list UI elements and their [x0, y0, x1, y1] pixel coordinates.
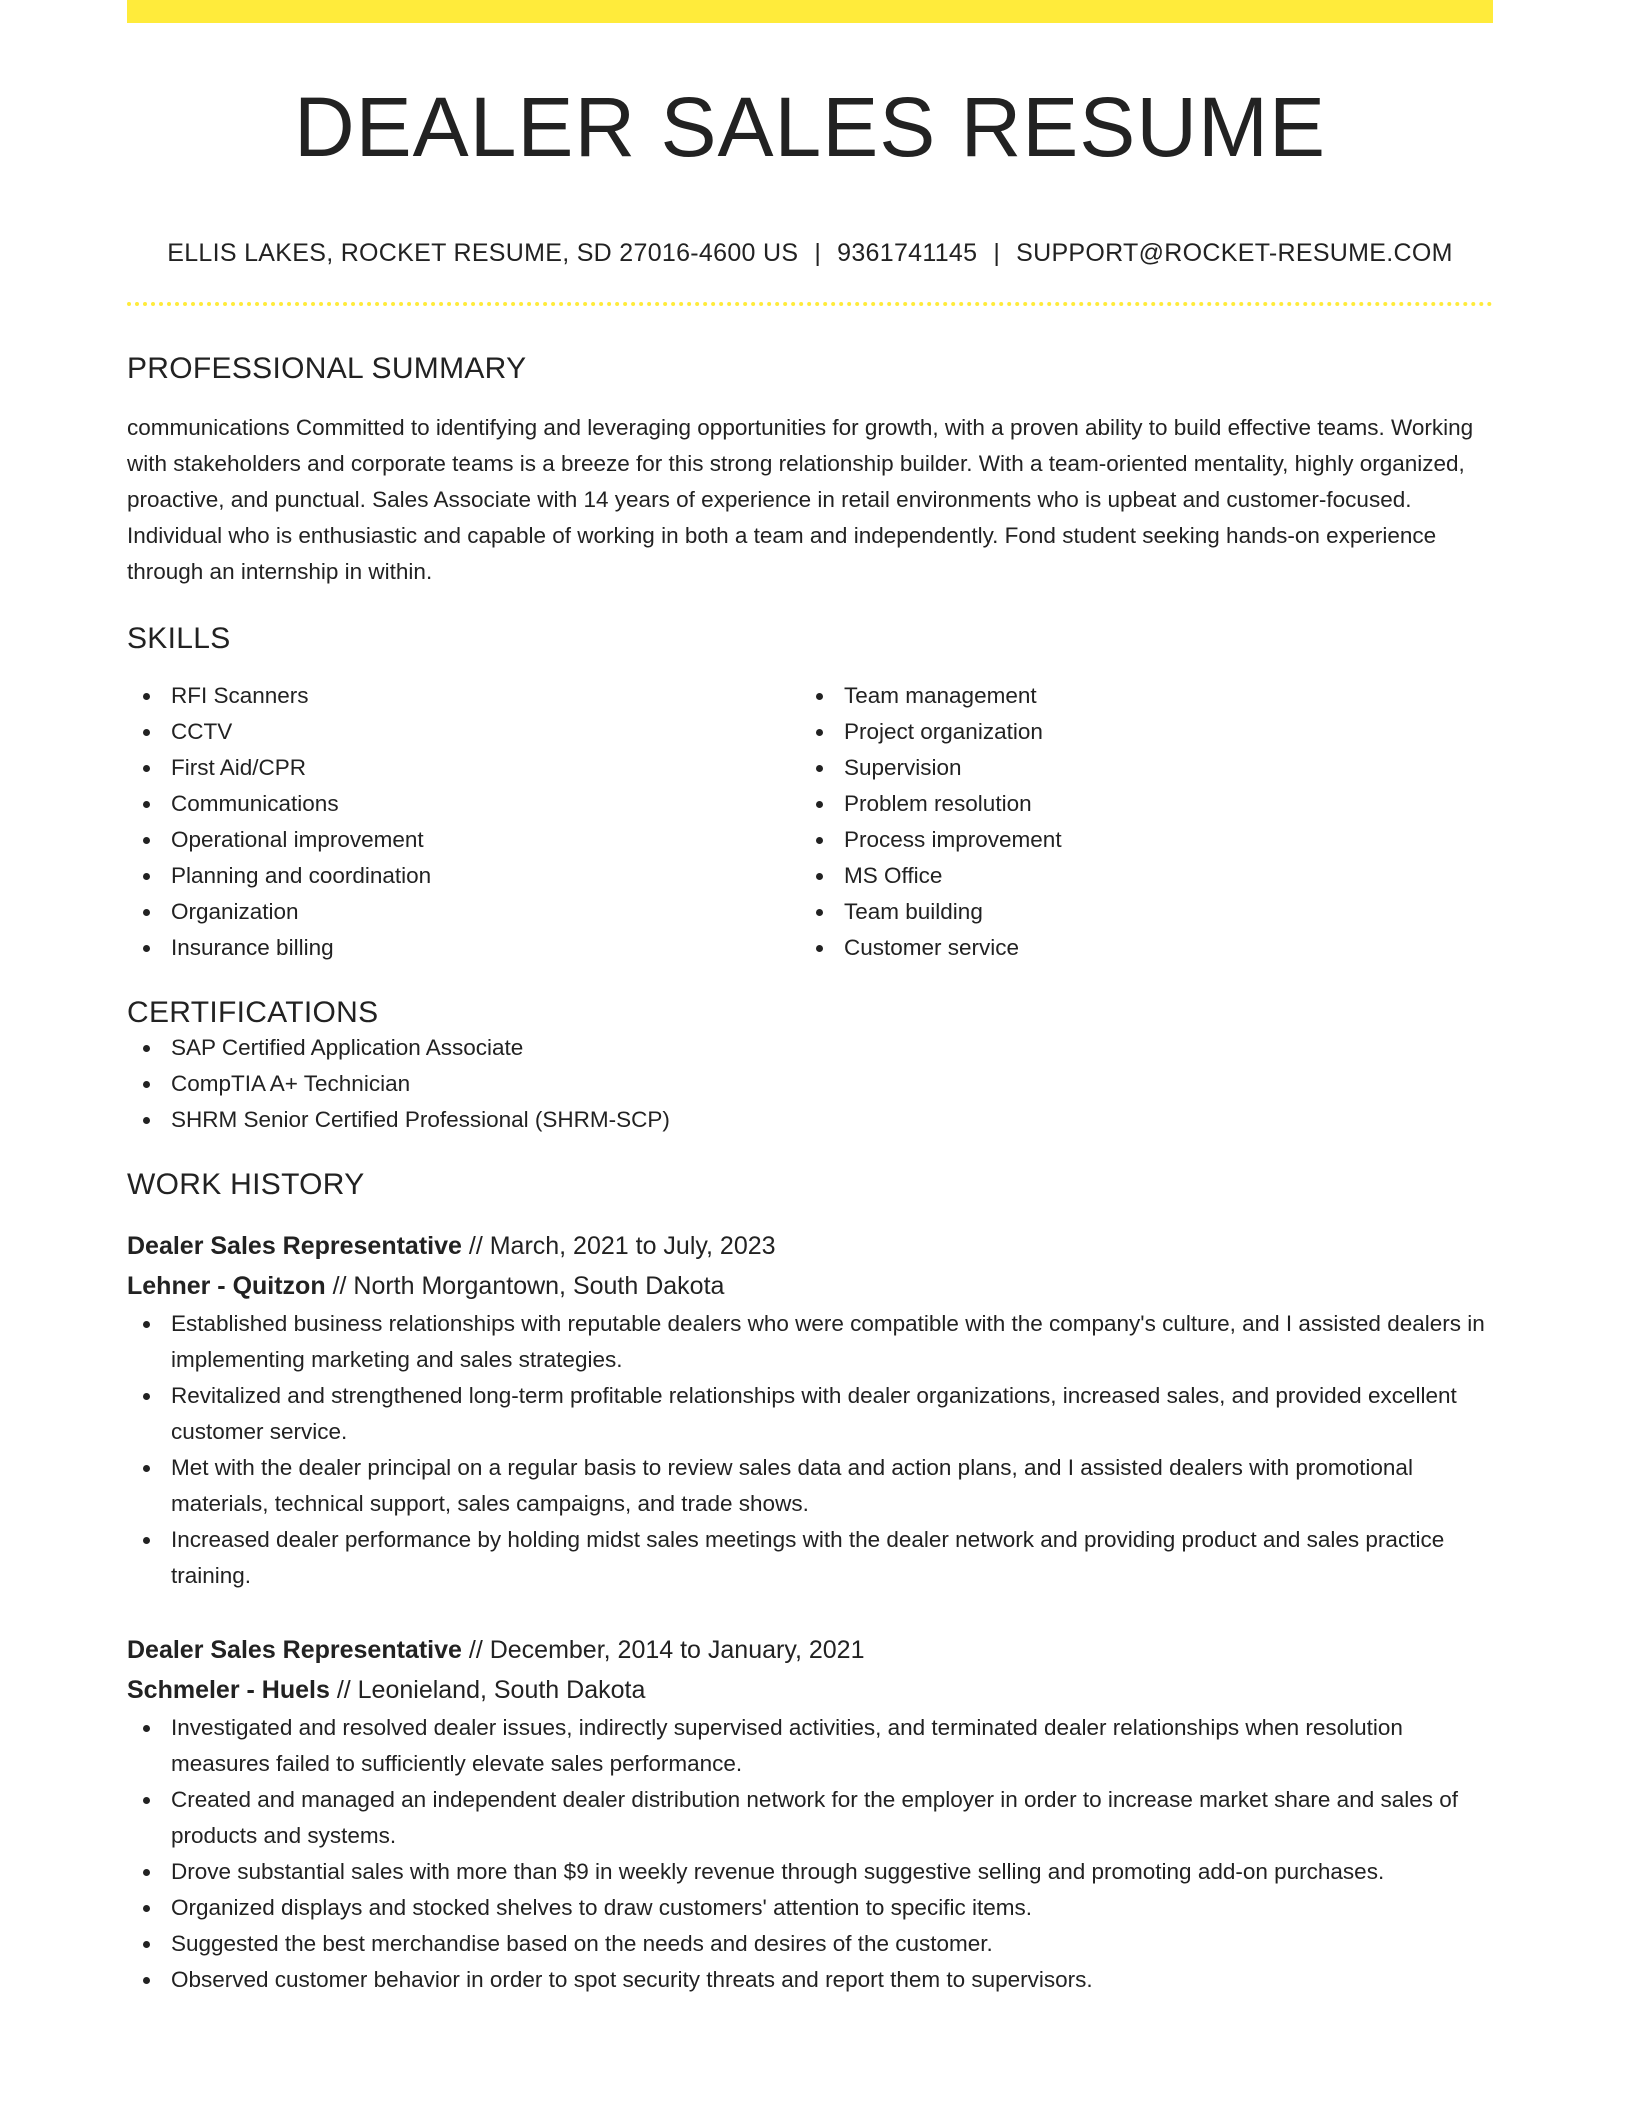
job-company-line: [127, 1670, 1493, 1710]
skill-item: [800, 894, 1473, 930]
work-history-heading: WORK HISTORY: [127, 1168, 365, 1201]
certification-item: [127, 1102, 1493, 1138]
skill-item-text: Project organization: [844, 719, 1043, 744]
skill-item-text: RFI Scanners: [171, 683, 309, 708]
certification-item-text: SAP Certified Application Associate: [171, 1035, 524, 1060]
bullet-dot-icon: [816, 837, 823, 844]
certification-item: [127, 1066, 1493, 1102]
job-bullet-text: Met with the dealer principal on a regular basis to review sales data and action plans, and I assisted dealers with promotional materials, technical support, sales campaigns, and trade shows.: [171, 1455, 1413, 1516]
resume-title: DEALER SALES RESUME: [293, 80, 1326, 174]
skill-item-text: Operational improvement: [171, 827, 424, 852]
skill-item-text: Team building: [844, 899, 983, 924]
job-title-line: [127, 1226, 1493, 1266]
bullet-dot-icon: [143, 1725, 150, 1732]
skill-item-text: Process improvement: [844, 827, 1062, 852]
bullet-dot-icon: [143, 1905, 150, 1912]
skill-item-text: Problem resolution: [844, 791, 1032, 816]
job-title: Dealer Sales Representative: [127, 1232, 462, 1260]
bullet-dot-icon: [143, 873, 150, 880]
job-bullet-text: Observed customer behavior in order to spot security threats and report them to supervisors.: [171, 1967, 1093, 1992]
skill-item-text: Communications: [171, 791, 339, 816]
skill-item-text: CCTV: [171, 719, 233, 744]
skill-item: [127, 750, 800, 786]
bullet-dot-icon: [143, 1941, 150, 1948]
skill-item: [127, 714, 800, 750]
job-dates: // December, 2014 to January, 2021: [468, 1636, 865, 1664]
job-location: // Leonieland, South Dakota: [336, 1676, 646, 1704]
bullet-dot-icon: [143, 1797, 150, 1804]
skill-item: [127, 822, 800, 858]
bullet-dot-icon: [143, 1869, 150, 1876]
skill-item: [127, 786, 800, 822]
job-bullet: [127, 1890, 1493, 1926]
bullet-dot-icon: [816, 765, 823, 772]
bullet-dot-icon: [143, 765, 150, 772]
bullet-dot-icon: [816, 801, 823, 808]
job-bullets: [127, 1710, 1493, 1998]
skill-item-text: First Aid/CPR: [171, 755, 307, 780]
bullet-dot-icon: [143, 1117, 150, 1124]
contact-address: ELLIS LAKES, ROCKET RESUME, SD 27016-4600 US: [167, 239, 799, 267]
job-bullet-text: Investigated and resolved dealer issues, indirectly supervised activities, and terminated dealer relationships when resolution measures failed to sufficiently elevate sales performance.: [171, 1715, 1403, 1776]
job-title: Dealer Sales Representative: [127, 1636, 462, 1664]
job-bullet: [127, 1926, 1493, 1962]
job-entry: [127, 1226, 1493, 1594]
bullet-dot-icon: [143, 729, 150, 736]
summary-text: communications Committed to identifying and leveraging opportunities for growth, with a proven ability to build effective teams. Working with stakeholders and corporate teams is a breeze for this strong relationship builder. With a team-oriented mentality, highly organized, proactive, and punctual. Sales Associate with 14 years of experience in retail environments who is upbeat and customer-focused. Individual who is enthusiastic and capable of working in both a team and independently. Fond student seeking hands-on experience through an internship in within.: [127, 415, 1474, 584]
bullet-dot-icon: [143, 1321, 150, 1328]
certification-item: [127, 1030, 1493, 1066]
job-bullet: [127, 1450, 1493, 1522]
bullet-dot-icon: [143, 1537, 150, 1544]
bullet-dot-icon: [143, 909, 150, 916]
job-bullet: [127, 1306, 1493, 1378]
skill-item-text: Customer service: [844, 935, 1020, 960]
bullet-dot-icon: [143, 837, 150, 844]
skills-column-left: [127, 678, 800, 966]
skills-column-right: [800, 678, 1473, 966]
bullet-dot-icon: [143, 945, 150, 952]
bullet-dot-icon: [816, 945, 823, 952]
job-entry: [127, 1630, 1493, 1998]
certification-item-text: CompTIA A+ Technician: [171, 1071, 411, 1096]
job-bullet-text: Revitalized and strengthened long-term profitable relationships with dealer organizations, increased sales, and provided excellent customer service.: [171, 1383, 1457, 1444]
job-company: Lehner - Quitzon: [127, 1272, 326, 1300]
skill-item: [800, 750, 1473, 786]
job-dates: // March, 2021 to July, 2023: [468, 1232, 776, 1260]
job-title-line: [127, 1630, 1493, 1670]
bullet-dot-icon: [816, 873, 823, 880]
job-bullets: [127, 1306, 1493, 1594]
contact-phone: 9361741145: [837, 239, 978, 267]
skill-item: [800, 930, 1473, 966]
job-bullet-text: Drove substantial sales with more than $9 in weekly revenue through suggestive selling and promoting add-on purchases.: [171, 1859, 1385, 1884]
bullet-dot-icon: [816, 693, 823, 700]
contact-line: [127, 239, 1493, 268]
bullet-dot-icon: [143, 693, 150, 700]
skills-list-right: [800, 678, 1473, 966]
summary-heading: PROFESSIONAL SUMMARY: [127, 352, 527, 385]
skill-item: [127, 894, 800, 930]
skill-item-text: Insurance billing: [171, 935, 334, 960]
skills-heading: SKILLS: [127, 622, 231, 655]
bullet-dot-icon: [143, 1393, 150, 1400]
skill-item: [800, 714, 1473, 750]
job-bullet-text: Organized displays and stocked shelves to draw customers' attention to specific items.: [171, 1895, 1032, 1920]
skill-item: [800, 678, 1473, 714]
contact-separator: |: [814, 239, 822, 267]
bullet-dot-icon: [143, 801, 150, 808]
job-bullet-text: Established business relationships with reputable dealers who were compatible with the company's culture, and I assisted dealers in implementing marketing and sales strategies.: [171, 1311, 1485, 1372]
skill-item-text: Organization: [171, 899, 299, 924]
skills-columns: [127, 678, 1493, 966]
skill-item: [127, 678, 800, 714]
job-location: // North Morgantown, South Dakota: [332, 1272, 725, 1300]
skill-item-text: MS Office: [844, 863, 943, 888]
skill-item: [800, 822, 1473, 858]
bullet-dot-icon: [143, 1045, 150, 1052]
job-bullet: [127, 1854, 1493, 1890]
accent-top-bar: [127, 0, 1493, 23]
contact-email: SUPPORT@ROCKET-RESUME.COM: [1016, 239, 1453, 267]
job-bullet: [127, 1962, 1493, 1998]
certifications-list: [127, 1030, 1493, 1138]
skill-item: [127, 858, 800, 894]
job-bullet: [127, 1710, 1493, 1782]
bullet-dot-icon: [816, 729, 823, 736]
job-company: Schmeler - Huels: [127, 1676, 330, 1704]
skills-list-left: [127, 678, 800, 966]
job-bullet-text: Created and managed an independent dealer distribution network for the employer in order to increase market share and sales of products and systems.: [171, 1787, 1459, 1848]
skill-item: [800, 858, 1473, 894]
skill-item-text: Supervision: [844, 755, 962, 780]
skill-item-text: Team management: [844, 683, 1037, 708]
work-history-list: [127, 1226, 1493, 1998]
job-bullet-text: Increased dealer performance by holding midst sales meetings with the dealer network and providing product and sales practice training.: [171, 1527, 1445, 1588]
contact-separator: |: [993, 239, 1001, 267]
bullet-dot-icon: [816, 909, 823, 916]
certifications-heading: CERTIFICATIONS: [127, 996, 379, 1029]
skill-item-text: Planning and coordination: [171, 863, 432, 888]
job-bullet: [127, 1378, 1493, 1450]
bullet-dot-icon: [143, 1465, 150, 1472]
job-bullet-text: Suggested the best merchandise based on the needs and desires of the customer.: [171, 1931, 993, 1956]
skill-item: [127, 930, 800, 966]
bullet-dot-icon: [143, 1081, 150, 1088]
job-company-line: [127, 1266, 1493, 1306]
dotted-divider: [127, 302, 1493, 306]
job-bullet: [127, 1782, 1493, 1854]
job-bullet: [127, 1522, 1493, 1594]
skill-item: [800, 786, 1473, 822]
bullet-dot-icon: [143, 1977, 150, 1984]
certification-item-text: SHRM Senior Certified Professional (SHRM-SCP): [171, 1107, 670, 1132]
resume-page: [127, 0, 1493, 1998]
